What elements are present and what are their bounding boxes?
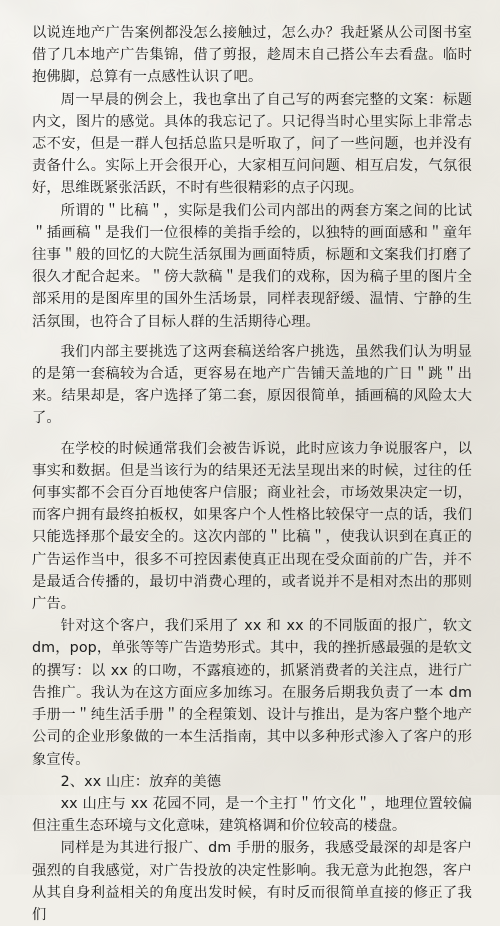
paragraph-6: 针对这个客户，我们采用了 xx 和 xx 的不同版面的报广，软文 dm，pop，单张等等广告造势形式。其中，我的挫折感最强的是软文的撰写：以 xx 的口吻，不露痕迹的，抓紧消费者的关注点，进行广告推广。我认为在这方面应多加练习。在服务后期我负责了一本 dm 手册一＂纯生活手册＂的全程策划、设计与推出，是为客户整个地产公司的企业形象做的一本生活指南，其中以多种形式渗入了客户的形象宣传。 (32, 618, 472, 768)
paragraph-1: 以说连地产广告案例都没怎么接触过，怎么办？我赶紧从公司图书室借了几本地产广告集锦，借了剪报，趁周末自己搭公车去看盘。临时抱佛脚，总算有一点感性认识了吧。 (32, 25, 472, 86)
paragraph-3: 所谓的＂比稿＂，实际是我们公司内部出的两套方案之间的比试＂插画稿＂是我们一位很棒的美指手绘的，以独特的画面感和＂童年往事＂般的回忆的大院生活氛围为画面特质，标题和文案我们打磨了很久才配合起来。＂傍大款稿＂是我们的戏称，因为稿子里的图片全部采用的是图库里的国外生活场景，同样表现舒缓、温情、宁静的生活氛围，也符合了目标人群的生活期待心理。 (32, 202, 472, 330)
document-body (32, 22, 472, 926)
section-heading: 2、xx 山庄：放弃的美德 (60, 773, 222, 790)
paragraph-2: 周一早晨的例会上，我也拿出了自己写的两套完整的文案：标题内文，图片的感觉。具体的我忘记了。只记得当时心里实际上非常忐忑不安，但是一群人包括总监只是听取了，问了一些问题，也并没有责备什么。实际上开会很开心，大家相互问问题、相互启发，气氛很好，思维既紧张活跃，不时有些很精彩的点子闪现。 (32, 91, 472, 197)
paragraph-5: 在学校的时候通常我们会被告诉说，此时应该力争说服客户，以事实和数据。但是当该行为的结果还无法呈现出来的时候，过往的任何事实都不会百分百地使客户信服；商业社会，市场效果决定一切，而客户拥有最终拍板权，如果客户个人性格比较保守一点的话，我们只能选择那个最安全的。这次内部的＂比稿＂，使我认识到在真正的广告运作当中，很多不可控因素使真正出现在受众面前的广告，并不是最适合传播的，最切中消费心理的，或者说并不是相对杰出的那则广告。 (32, 440, 472, 613)
paragraph-8: 同样是为其进行报广、dm 手册的服务，我感受最深的却是客户强烈的自我感觉，对广告投放的决定性影响。我无意为此抱怨，客户从其自身利益相关的角度出发时候，有时反而很简单直接的修正了我们 (32, 840, 472, 923)
paragraph-4: 我们内部主要挑选了这两套稿送给客户挑选，虽然我们认为明显的是第一套稿较为合适，更容易在地产广告铺天盖地的广日＂跳＂出来。结果却是，客户选择了第二套，原因很简单，插画稿的风险太大了。 (32, 343, 472, 427)
paragraph-7: xx 山庄与 xx 花园不同，是一个主打＂竹文化＂，地理位置较偏但注重生态环境与文化意味，建筑格调和价位较高的楼盘。 (32, 795, 472, 835)
